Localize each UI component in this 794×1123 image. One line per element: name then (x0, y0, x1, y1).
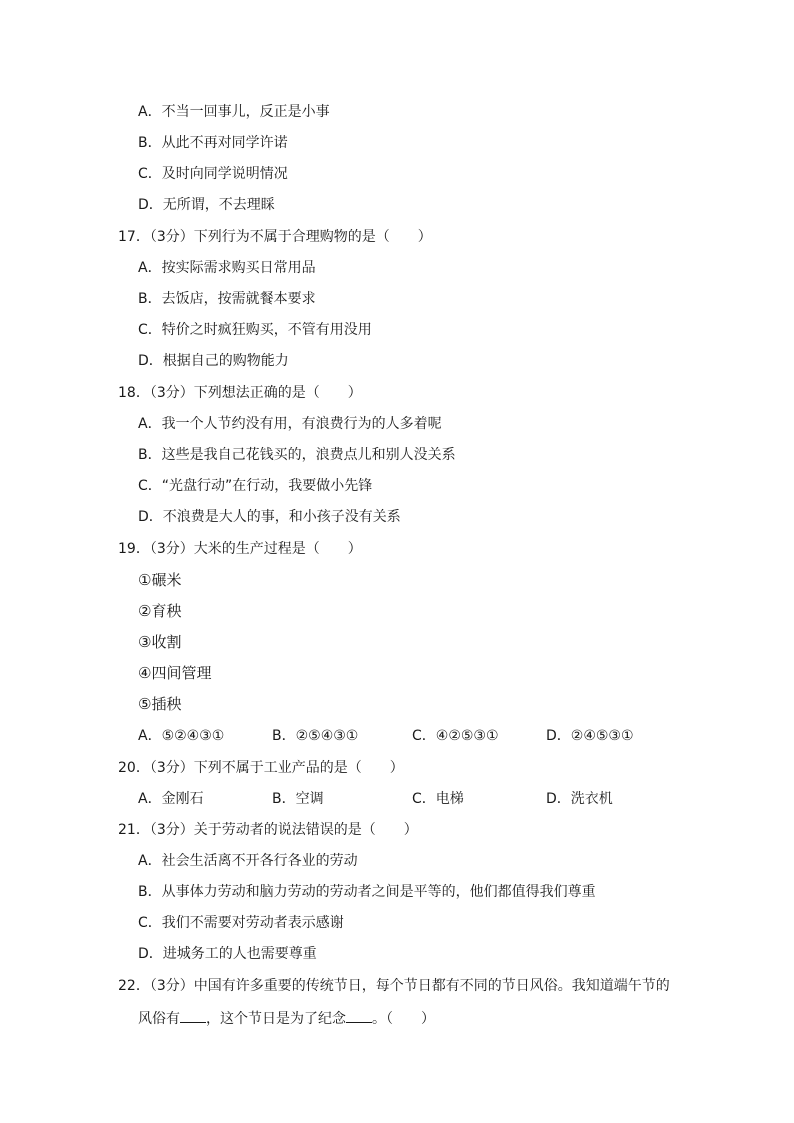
q22-answer-blank-2 (346, 1008, 372, 1023)
q19-option-b: B．②⑤④③① (272, 728, 359, 744)
q22-stem-line1: 22．（3分）中国有许多重要的传统节日，每个节日都有不同的节日风俗。我知道端午节的 (118, 978, 670, 994)
q18-option-c: C．“光盘行动”在行动，我要做小先锋 (138, 478, 373, 494)
q20-option-a: A．金刚石 (138, 791, 204, 807)
q20-option-d: D．洗衣机 (546, 791, 613, 807)
q20-option-c: C．电梯 (412, 791, 464, 807)
q21-option-c: C．我们不需要对劳动者表示感谢 (138, 915, 344, 931)
q20-stem: 20．（3分）下列不属于工业产品的是（ ） (118, 760, 404, 776)
q18-option-a: A．我一个人节约没有用，有浪费行为的人多着呢 (138, 416, 442, 432)
q17-option-d: D．根据自己的购物能力 (138, 353, 289, 369)
q16-option-c: C．及时向同学说明情况 (138, 166, 288, 182)
q19-step-3: ③收割 (138, 633, 182, 651)
q19-option-a: A．⑤②④③① (138, 728, 225, 744)
q17-stem: 17．（3分）下列行为不属于合理购物的是（ ） (118, 229, 432, 245)
q22-line2-part3: 。（ ） (372, 1011, 435, 1027)
q17-option-c: C．特价之时疯狂购买，不管有用没用 (138, 322, 372, 338)
q22-line2-part2: ，这个节日是为了纪念 (206, 1011, 346, 1027)
q22-stem-line2 (138, 1008, 435, 1029)
q21-option-a: A．社会生活离不开各行各业的劳动 (138, 853, 358, 869)
q16-option-a: A．不当一回事儿，反正是小事 (138, 104, 330, 120)
q19-option-c: C．④②⑤③① (412, 728, 499, 744)
q17-option-a: A．按实际需求购买日常用品 (138, 260, 316, 276)
q17-option-b: B．去饭店，按需就餐本要求 (138, 291, 316, 307)
q16-option-b: B．从此不再对同学许诺 (138, 135, 288, 151)
q22-line2-part1: 风俗有 (138, 1011, 180, 1027)
q21-stem: 21．（3分）关于劳动者的说法错误的是（ ） (118, 822, 418, 838)
q16-option-d: D．无所谓，不去理睬 (138, 197, 275, 213)
q19-step-1: ①碾米 (138, 571, 182, 589)
q19-option-d: D．②④⑤③① (546, 728, 634, 744)
q20-option-b: B．空调 (272, 791, 324, 807)
q19-stem: 19．（3分）大米的生产过程是（ ） (118, 541, 362, 557)
q19-step-4: ④四间管理 (138, 664, 212, 682)
q18-stem: 18．（3分）下列想法正确的是（ ） (118, 385, 362, 401)
q18-option-b: B．这些是我自己花钱买的，浪费点儿和别人没关系 (138, 447, 456, 463)
q22-answer-blank-1 (180, 1008, 206, 1023)
q19-step-2: ②育秧 (138, 602, 182, 620)
q18-option-d: D．不浪费是大人的事，和小孩子没有关系 (138, 509, 401, 525)
q21-option-d: D．进城务工的人也需要尊重 (138, 946, 317, 962)
q21-option-b: B．从事体力劳动和脑力劳动的劳动者之间是平等的，他们都值得我们尊重 (138, 884, 596, 900)
q19-step-5: ⑤插秧 (138, 695, 182, 713)
